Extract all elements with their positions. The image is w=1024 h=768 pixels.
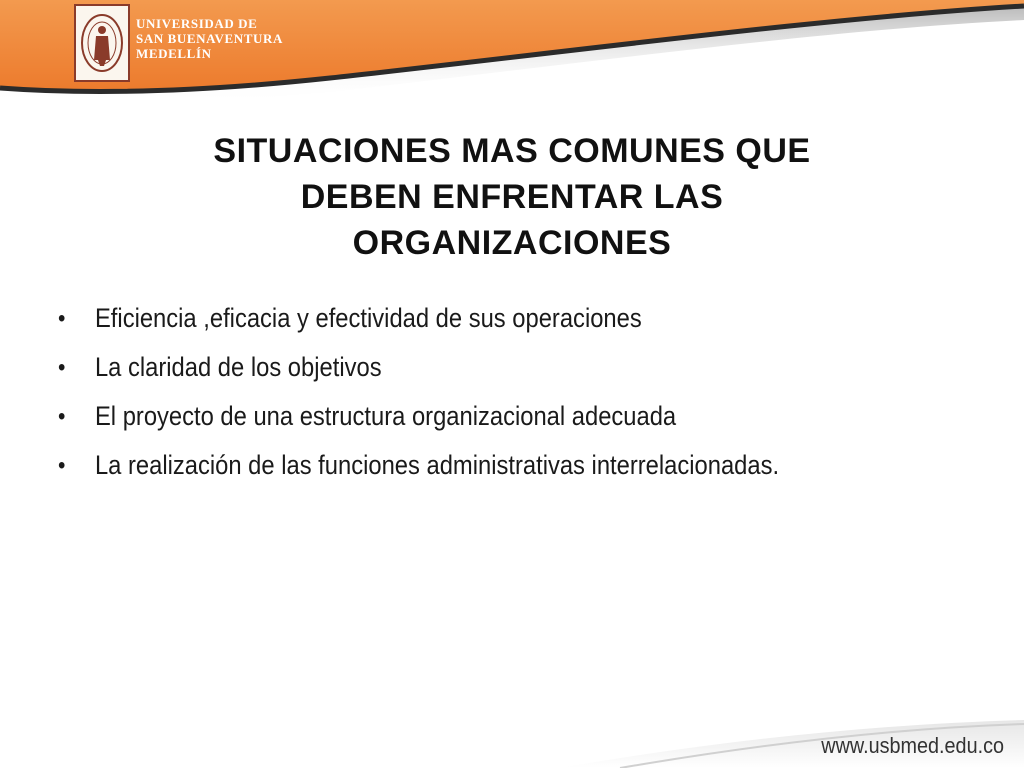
bullet-icon: •: [58, 403, 66, 430]
university-name-line2: SAN BUENAVENTURA: [136, 31, 283, 46]
crest-icon: [76, 6, 128, 80]
slide-title-line3: ORGANIZACIONES: [352, 224, 672, 262]
university-logo: [74, 4, 130, 82]
bullet-text: El proyecto de una estructura organizacional adecuada: [94, 401, 677, 431]
bullet-item: [58, 343, 868, 392]
bullet-list: [58, 294, 978, 490]
university-name: [136, 16, 283, 61]
slide-title-line2: DEBEN ENFRENTAR LAS: [300, 178, 724, 216]
bullet-text: La realización de las funciones administrativas interrelacionadas.: [94, 450, 780, 480]
slide-title-line1: SITUACIONES MAS COMUNES QUE: [213, 132, 811, 170]
university-name-line1: UNIVERSIDAD DE: [136, 16, 258, 31]
university-name-line3: MEDELLÍN: [136, 46, 212, 61]
bullet-icon: •: [58, 305, 66, 332]
bullet-text: Eficiencia ,eficacia y efectividad de sus operaciones: [94, 303, 642, 333]
bullet-item: [58, 441, 868, 490]
bullet-item: [58, 294, 868, 343]
footer-url: www.usbmed.edu.co: [821, 733, 1004, 758]
bullet-text: La claridad de los objetivos: [94, 352, 382, 382]
bullet-icon: •: [58, 452, 66, 479]
bullet-item: [58, 392, 868, 441]
slide-title: [90, 128, 934, 266]
bullet-icon: •: [58, 354, 66, 381]
